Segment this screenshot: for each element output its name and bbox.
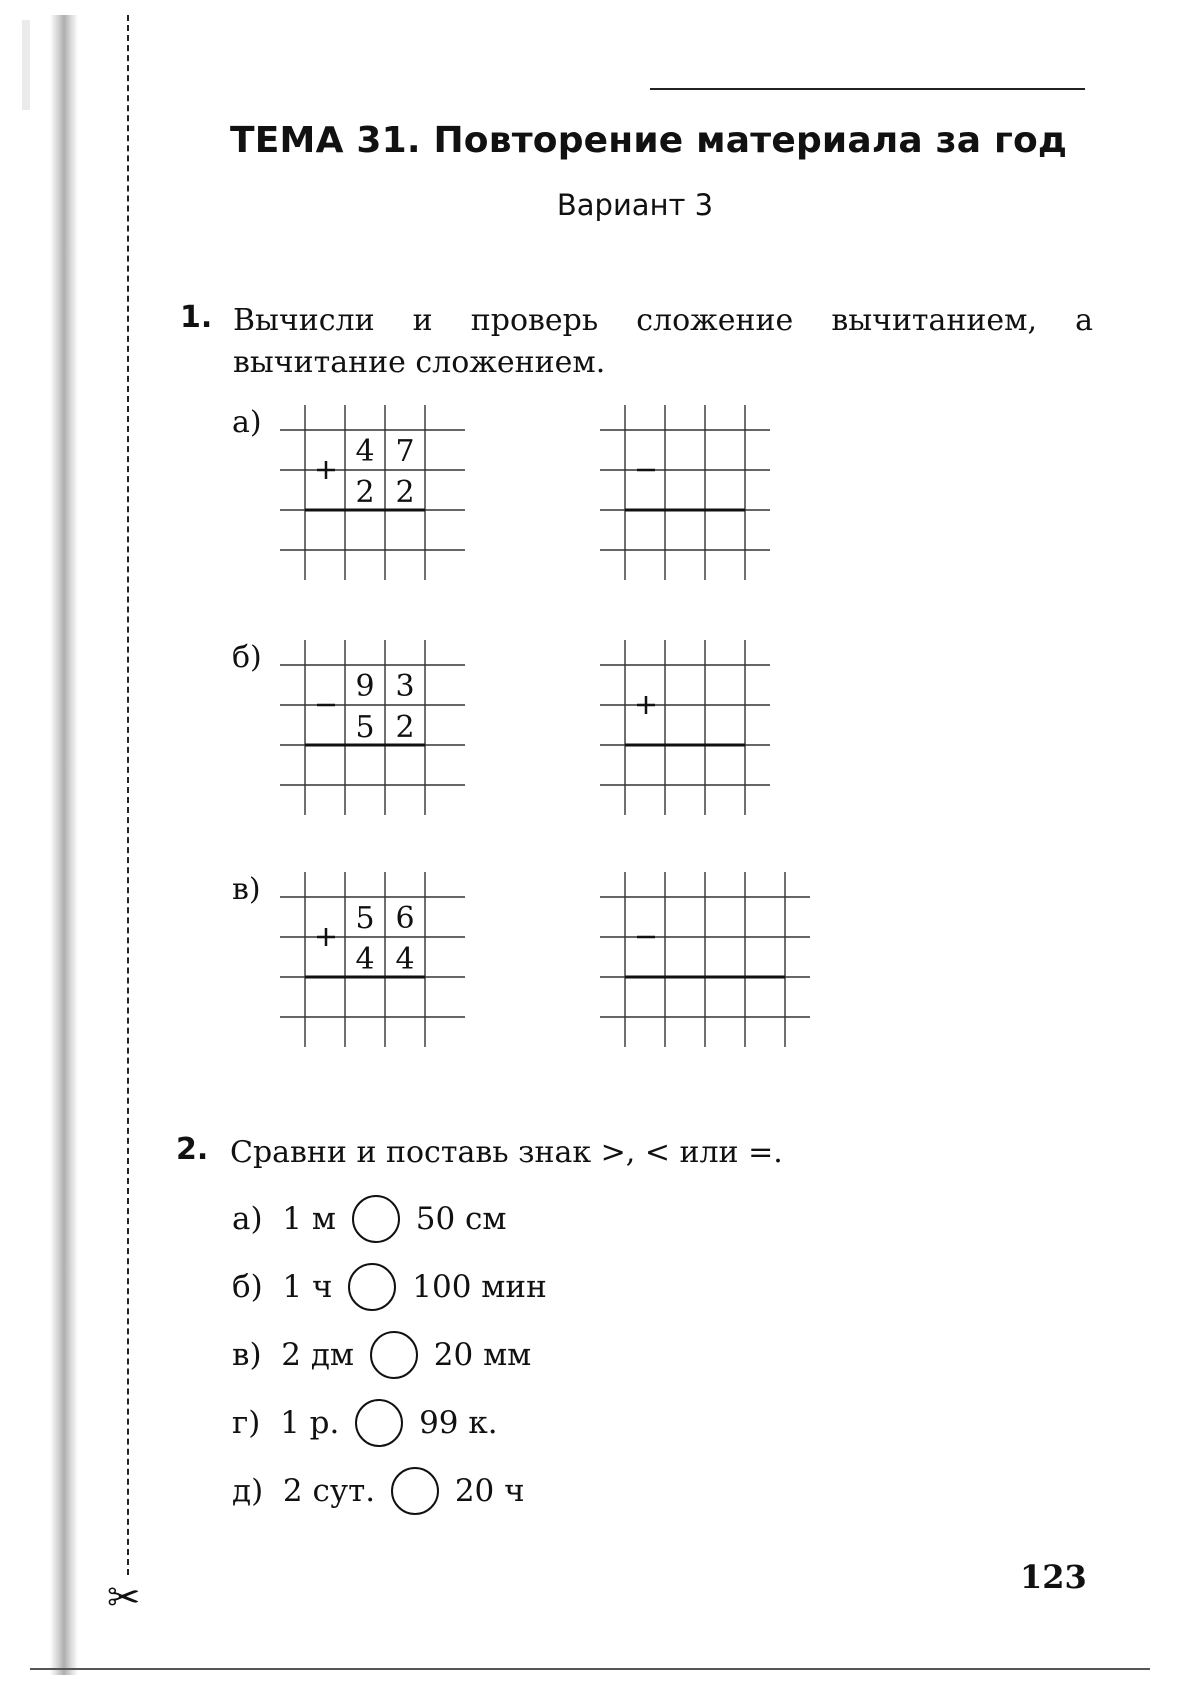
item-label: г) [232, 1404, 261, 1441]
digit: 5 [355, 710, 375, 745]
binding-mark [22, 20, 30, 110]
digit: 2 [395, 710, 415, 745]
item-label: б) [232, 1268, 263, 1305]
name-line[interactable] [650, 88, 1085, 90]
task1-number: 1. [180, 300, 213, 335]
left-value: 2 дм [281, 1336, 355, 1373]
task2-number: 2. [176, 1132, 209, 1167]
answer-circle[interactable] [355, 1399, 403, 1447]
plus-sign [637, 696, 655, 714]
digit: 4 [355, 434, 375, 469]
compare-row [232, 1464, 525, 1514]
right-value: 99 к. [419, 1404, 498, 1441]
left-value: 1 м [282, 1200, 336, 1237]
left-value: 1 р. [280, 1404, 340, 1441]
grid-lines [600, 405, 770, 580]
digit: 4 [395, 942, 415, 977]
binding-strip [50, 15, 78, 1675]
item-label: а) [232, 1200, 263, 1237]
right-value: 50 см [415, 1200, 507, 1237]
grid-problem-a [280, 405, 465, 580]
cut-line [127, 15, 129, 1575]
answer-circle[interactable] [352, 1195, 400, 1243]
digit: 3 [395, 669, 415, 704]
compare-row [232, 1192, 507, 1242]
page-title: ТЕМА 31. Повторение материала за год [230, 120, 1068, 161]
digit: 7 [395, 434, 415, 469]
digit: 2 [395, 475, 415, 510]
variant-label: Вариант 3 [556, 188, 714, 222]
page-bottom-edge [30, 1668, 1150, 1670]
left-value: 1 ч [282, 1268, 333, 1305]
compare-row [232, 1260, 547, 1310]
answer-circle[interactable] [370, 1331, 418, 1379]
task2-text: Сравни и поставь знак >, < или =. [230, 1135, 783, 1170]
answer-circle[interactable] [348, 1263, 396, 1311]
digit: 5 [355, 901, 375, 936]
item-label: в) [232, 1336, 262, 1373]
grid-problem-b [280, 640, 465, 815]
grid-check-c[interactable] [600, 872, 810, 1047]
answer-circle[interactable] [391, 1467, 439, 1515]
right-value: 20 мм [433, 1336, 532, 1373]
page-number: 123 [1020, 1558, 1087, 1596]
grid-check-b[interactable] [600, 640, 770, 815]
grid-problem-c [280, 872, 465, 1047]
right-value: 100 мин [412, 1268, 547, 1305]
grid-lines [600, 640, 770, 815]
task1-label-b: б) [232, 640, 262, 675]
digit: 9 [355, 669, 375, 704]
task1-label-a: а) [232, 405, 262, 440]
digit: 6 [395, 901, 415, 936]
scissors-icon: ✂ [107, 1575, 141, 1621]
grid-lines [600, 872, 810, 1047]
item-label: д) [232, 1472, 264, 1509]
plus-sign [317, 461, 335, 479]
left-value: 2 сут. [282, 1472, 376, 1509]
compare-row [232, 1328, 531, 1378]
compare-row [232, 1396, 498, 1446]
task1-label-c: в) [232, 872, 261, 907]
digit: 2 [355, 475, 375, 510]
plus-sign [317, 928, 335, 946]
grid-check-a[interactable] [600, 405, 770, 580]
right-value: 20 ч [454, 1472, 525, 1509]
digit: 4 [355, 942, 375, 977]
task1-text: Вычисли и проверь сложение вычитанием, а вычитание сложением. [233, 303, 1093, 380]
